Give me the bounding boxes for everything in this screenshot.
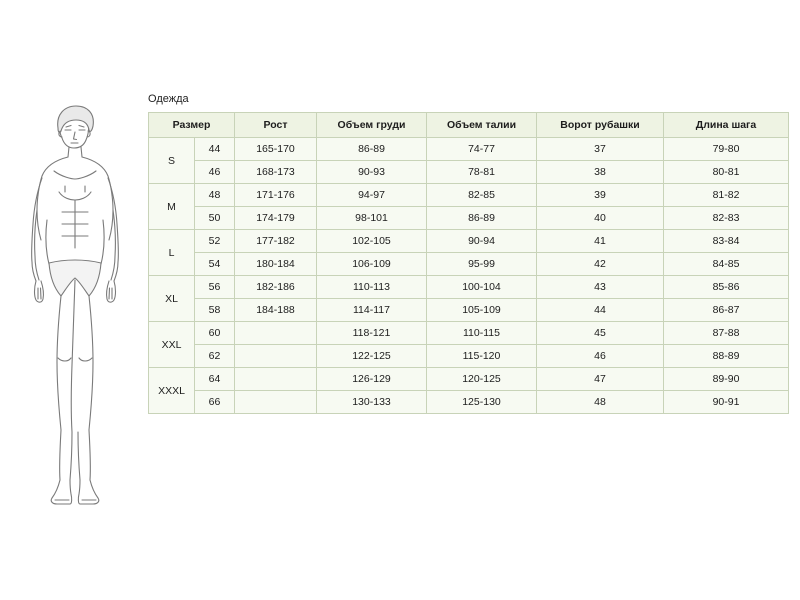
table-header-row (149, 113, 789, 138)
height-cell: 177-182 (235, 230, 317, 253)
inseam-cell: 90-91 (664, 391, 789, 414)
table-caption: Одежда (148, 93, 189, 105)
table-row (149, 368, 789, 391)
size-number-cell: 56 (195, 276, 235, 299)
height-cell (235, 345, 317, 368)
inseam-cell: 79-80 (664, 138, 789, 161)
size-letter-cell: M (149, 184, 195, 230)
height-cell: 168-173 (235, 161, 317, 184)
size-number-cell: 64 (195, 368, 235, 391)
male-body-figure (10, 100, 140, 520)
collar-cell: 46 (537, 345, 664, 368)
chest-cell: 106-109 (317, 253, 427, 276)
collar-cell: 37 (537, 138, 664, 161)
inseam-cell: 83-84 (664, 230, 789, 253)
height-cell: 165-170 (235, 138, 317, 161)
inseam-cell: 80-81 (664, 161, 789, 184)
size-table-area (148, 92, 788, 414)
inseam-cell: 82-83 (664, 207, 789, 230)
size-number-cell: 58 (195, 299, 235, 322)
chest-cell: 94-97 (317, 184, 427, 207)
chest-cell: 118-121 (317, 322, 427, 345)
height-cell: 171-176 (235, 184, 317, 207)
collar-cell: 45 (537, 322, 664, 345)
column-header-collar: Ворот рубашки (537, 113, 664, 138)
height-cell (235, 368, 317, 391)
size-number-cell: 50 (195, 207, 235, 230)
column-header-inseam: Длина шага (664, 113, 789, 138)
height-cell (235, 391, 317, 414)
size-number-cell: 54 (195, 253, 235, 276)
collar-cell: 42 (537, 253, 664, 276)
waist-cell: 74-77 (427, 138, 537, 161)
inseam-cell: 86-87 (664, 299, 789, 322)
size-number-cell: 44 (195, 138, 235, 161)
waist-cell: 115-120 (427, 345, 537, 368)
waist-cell: 125-130 (427, 391, 537, 414)
waist-cell: 78-81 (427, 161, 537, 184)
height-cell: 180-184 (235, 253, 317, 276)
collar-cell: 44 (537, 299, 664, 322)
table-row (149, 253, 789, 276)
waist-cell: 105-109 (427, 299, 537, 322)
table-row (149, 276, 789, 299)
collar-cell: 40 (537, 207, 664, 230)
column-header-height: Рост (235, 113, 317, 138)
size-table (148, 112, 789, 414)
chest-cell: 126-129 (317, 368, 427, 391)
collar-cell: 41 (537, 230, 664, 253)
table-row (149, 207, 789, 230)
height-cell: 182-186 (235, 276, 317, 299)
size-number-cell: 60 (195, 322, 235, 345)
chest-cell: 90-93 (317, 161, 427, 184)
inseam-cell: 88-89 (664, 345, 789, 368)
table-row (149, 322, 789, 345)
waist-cell: 95-99 (427, 253, 537, 276)
column-header-waist: Объем талии (427, 113, 537, 138)
collar-cell: 43 (537, 276, 664, 299)
chest-cell: 98-101 (317, 207, 427, 230)
size-letter-cell: XXXL (149, 368, 195, 414)
table-row (149, 230, 789, 253)
column-header-size: Размер (149, 113, 235, 138)
table-row (149, 391, 789, 414)
collar-cell: 38 (537, 161, 664, 184)
column-header-chest: Объем груди (317, 113, 427, 138)
waist-cell: 120-125 (427, 368, 537, 391)
waist-cell: 100-104 (427, 276, 537, 299)
height-cell (235, 322, 317, 345)
height-cell: 174-179 (235, 207, 317, 230)
table-row (149, 161, 789, 184)
size-letter-cell: XXL (149, 322, 195, 368)
size-number-cell: 48 (195, 184, 235, 207)
table-row (149, 138, 789, 161)
size-number-cell: 62 (195, 345, 235, 368)
table-row (149, 345, 789, 368)
chest-cell: 114-117 (317, 299, 427, 322)
collar-cell: 47 (537, 368, 664, 391)
chest-cell: 130-133 (317, 391, 427, 414)
collar-cell: 48 (537, 391, 664, 414)
chest-cell: 86-89 (317, 138, 427, 161)
size-number-cell: 52 (195, 230, 235, 253)
chest-cell: 122-125 (317, 345, 427, 368)
chest-cell: 110-113 (317, 276, 427, 299)
table-row (149, 184, 789, 207)
inseam-cell: 84-85 (664, 253, 789, 276)
size-letter-cell: L (149, 230, 195, 276)
inseam-cell: 81-82 (664, 184, 789, 207)
waist-cell: 86-89 (427, 207, 537, 230)
size-number-cell: 46 (195, 161, 235, 184)
inseam-cell: 87-88 (664, 322, 789, 345)
waist-cell: 110-115 (427, 322, 537, 345)
table-row (149, 299, 789, 322)
size-number-cell: 66 (195, 391, 235, 414)
height-cell: 184-188 (235, 299, 317, 322)
chest-cell: 102-105 (317, 230, 427, 253)
inseam-cell: 89-90 (664, 368, 789, 391)
collar-cell: 39 (537, 184, 664, 207)
size-letter-cell: XL (149, 276, 195, 322)
inseam-cell: 85-86 (664, 276, 789, 299)
waist-cell: 90-94 (427, 230, 537, 253)
size-letter-cell: S (149, 138, 195, 184)
waist-cell: 82-85 (427, 184, 537, 207)
